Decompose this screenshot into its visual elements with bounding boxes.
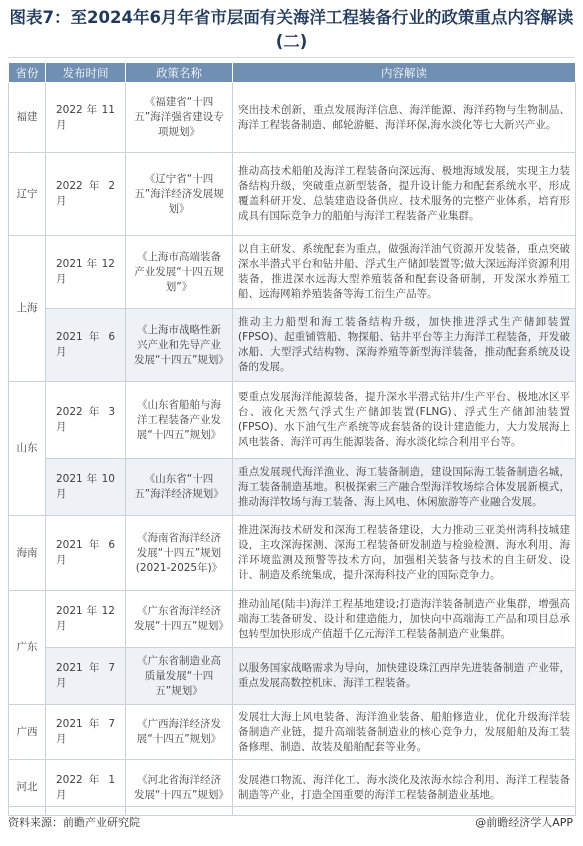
header-content: 内容解读 (233, 63, 576, 83)
cell-time: 2021 年 10 月 (46, 459, 126, 516)
table-row (9, 705, 576, 760)
cell-content: 以服务国家战略需求为导向，加快建设珠江西岸先进装备制造 产业带，重点发展高数控机床、海洋工程装备。 (233, 648, 576, 705)
cell-content: 发展港口物流、海洋化工、海水淡化及浓海水综合利用、海洋工程装备制造等产业，打造全国重要的海洋工程装备制造业基地。 (233, 760, 576, 816)
cell-time: 2022 年 2 月 (46, 153, 126, 236)
cell-policy-name: 《上海市高端装备产业发展“十四五规划”》 (126, 236, 233, 309)
cell-policy-name: 《山东省船舶与海洋工程装备产业发展“十四五”规划》 (126, 382, 233, 459)
table-row (9, 591, 576, 648)
brand-credit: @前瞻经济学人APP (475, 816, 573, 829)
cell-policy-name: 《山东省“十四五”海洋经济规划》 (126, 459, 233, 516)
cell-policy-name: 《广西海洋经济发展“十四五”规划》 (126, 705, 233, 760)
cell-policy-name: 《海南省海洋经济发展“十四五”规划(2021-2025年)》 (126, 516, 233, 591)
cell-policy-name: 《广东省制造业高质量发展“十四五”规划》 (126, 648, 233, 705)
table-row (9, 153, 576, 236)
cell-content: 推进深海技术研发和深海工程装备建设，大力推动三亚美州湾科技城建设，主攻深海探测、深海工程装备研发制造与检验检测、海水利用、海洋环境监测及预警等技术方向，加强相关装备与技术的自主研发、设计、制造及系统集成，提升深海科技产业的国际竞争力。 (233, 516, 576, 591)
page-title: 图表7：至2024年6月年省市层面有关海洋工程装备行业的政策重点内容解读(二) (9, 8, 574, 51)
table-row (9, 760, 576, 816)
cell-province: 上海 (9, 236, 46, 382)
header-province: 省份 (9, 63, 46, 83)
cell-content: 重点发展现代海洋渔业、海工装备制造，建设国际海工装备制造名城，海工装备制造基地。积极探索三产融合型海洋牧场综合体发展新模式，推动海洋牧场与海工装备、海上风电、休闲旅游等产业融合发展。 (233, 459, 576, 516)
cell-content: 推动高技术船舶及海洋工程装备向深远海、极地海域发展，实现主力装备结构升级，突破重点新型装备，提升设计能力和配套系统水平，形成覆盖科研开发、总装建造设备供应、技术服务的完整产业体系，培育形成具有国际竞争力的船舶与海洋工程装备产业集群。 (233, 153, 576, 236)
table-row (9, 648, 576, 705)
cell-content: 推动汕尾(陆丰)海洋工程基地建设;打造海洋装备制造产业集群，增强高端海工装备研发、设计和建造能力，加快向中高端海工产品和项目总承包转型加快形成产值超千亿元海洋工程装备制造产业集群。 (233, 591, 576, 648)
cell-policy-name: 《辽宁省“十四五”海洋经济发展规划》 (126, 153, 233, 236)
cell-province: 福建 (9, 83, 46, 153)
cell-time: 2021 年 7 月 (46, 648, 126, 705)
table-row (9, 516, 576, 591)
cell-time: 2021 年 12 月 (46, 591, 126, 648)
cell-province: 辽宁 (9, 153, 46, 236)
table-row (9, 309, 576, 382)
cell-time: 2022 年 3 月 (46, 382, 126, 459)
cell-policy-name: 《上海市战略性新兴产业和先导产业发展“十四五”规划》 (126, 309, 233, 382)
cell-time: 2021 年 7 月 (46, 705, 126, 760)
source-note: 资料来源：前瞻产业研究院 (8, 816, 140, 829)
cell-content: 发展壮大海上风电装备、海洋渔业装备、船舶修造业，优化升级海洋装备制造产业链，提升高端装备制造业的核心竞争力，发展船舶及海工装备修理、制造、故装及船舶配套等业务。 (233, 705, 576, 760)
cell-time: 2022 年 1 月 (46, 760, 126, 816)
cell-content: 以自主研发、系统配套为重点，做强海洋油气资源开发装备，重点突破深水半潜式平台和钻井船、浮式生产储卸装置等;做大深远海洋资源利用装备，推进深水远海大型养殖装备和配套设备研制，开发深水养殖工船、远海网箱养殖装备等海工衍生产品等。 (233, 236, 576, 309)
cell-content: 突出技术创新，重点发展海洋信息、海洋能源、海洋药物与生物制品、海洋工程装备制造、邮轮游艇、海洋环保,海水淡化等七大新兴产业。 (233, 83, 576, 153)
cell-province: 山东 (9, 382, 46, 516)
cell-time: 2021 年 12 月 (46, 236, 126, 309)
table-row (9, 459, 576, 516)
header-policy-name: 政策名称 (126, 63, 233, 83)
cell-time: 2021 年 6 月 (46, 516, 126, 591)
footer-divider (8, 806, 575, 807)
table-row (9, 83, 576, 153)
cell-province: 海南 (9, 516, 46, 591)
table-header-row (9, 63, 576, 83)
cell-content: 要重点发展海洋能源装备，提升深水半潜式钻井/生产平台、极地冰区平台、液化天然气浮式生产储卸装置(FLNG)、浮式生产储卸油装置(FPSO)、水下油气生产系统等成套装备的设计建造能力，大力发展海上风电装备、海洋可再生能源装备、海水淡化综合利用平台等。 (233, 382, 576, 459)
cell-province: 广东 (9, 591, 46, 705)
cell-time: 2022 年 11 月 (46, 83, 126, 153)
title-divider (8, 57, 575, 58)
cell-content: 推动主力船型和海工装备结构升级，加快推进浮式生产储卸装置(FPSO)、起重铺管船、物探船、钻井平台等主力海洋工程装备，开发破冰船、大型浮式结构物、深海养殖等新型海洋装备，推动配套系统及设备的发展。 (233, 309, 576, 382)
cell-policy-name: 《广东省海洋经济发展“十四五”规划》 (126, 591, 233, 648)
cell-province: 河北 (9, 760, 46, 816)
header-time: 发布时间 (46, 63, 126, 83)
cell-policy-name: 《河北省海洋经济发展“十四五”规划》 (126, 760, 233, 816)
table-row (9, 236, 576, 309)
cell-time: 2021 年 6 月 (46, 309, 126, 382)
cell-policy-name: 《福建省“十四五”海洋强省建设专项规划》 (126, 83, 233, 153)
policy-table (8, 62, 576, 816)
table-row (9, 382, 576, 459)
cell-province: 广西 (9, 705, 46, 760)
